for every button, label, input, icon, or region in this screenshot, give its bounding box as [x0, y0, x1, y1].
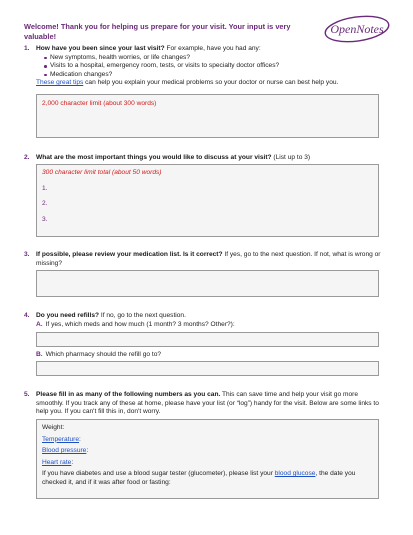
question-text: If possible, please review your medication list. Is it correct? If yes, go to the next question. If not, what is wrong or missing? — [36, 251, 381, 267]
heart-rate-link[interactable]: Heart rate — [42, 458, 72, 466]
q5-answer-box[interactable]: Weight: Temperature: Blood pressure: Heart rate: If you have diabetes and use a blood sugar tester (glucometer), please list your blood glucose, the date you checked it, and if it was after food or fasting: — [36, 419, 379, 499]
list-item: 1. — [42, 184, 48, 192]
question-1 — [24, 45, 384, 88]
tips-line: These great tips can help you explain your medical problems so your doctor or nurse can best help you. — [36, 79, 339, 87]
q3-answer-box[interactable] — [36, 270, 379, 297]
q4b-answer-box[interactable] — [36, 361, 379, 376]
list-item: 3. — [42, 215, 48, 223]
sub-question-b: B. Which pharmacy should the refill go to? — [36, 351, 162, 358]
bullet-list — [44, 54, 384, 80]
diabetes-text: If you have diabetes and use a blood sugar tester (glucometer), please list your blood glucose, the date you checked it, and if it was after food or fasting: — [42, 470, 356, 486]
question-text: How have you been since your last visit? For example, have you had any: — [36, 45, 261, 52]
list-item: 2. — [42, 200, 48, 208]
question-5 — [24, 391, 384, 417]
q1-answer-box[interactable] — [36, 94, 379, 138]
question-text: Please fill in as many of the following numbers as you can. This can save time and help your visit go more smoothly. If you track any of these at home, please have your list (or “log”) handy for the visit. Below are some links to help you. If you can't fill this in, don't worry. — [36, 391, 379, 416]
welcome-heading: Welcome! Thank you for helping us prepare for your visit. Your input is very valuable! — [24, 22, 291, 41]
question-number: 3. — [24, 251, 30, 258]
opennotes-logo — [322, 14, 392, 44]
question-number: 1. — [24, 45, 30, 52]
question-4 — [24, 312, 384, 329]
question-number: 5. — [24, 391, 30, 398]
question-number: 4. — [24, 312, 30, 319]
list-item: New symptoms, health worries, or life changes? — [44, 54, 384, 63]
question-text: Do you need refills? If no, go to the next question. — [36, 312, 186, 319]
question-text: What are the most important things you would like to discuss at your visit? (List up to 3) — [36, 154, 311, 161]
question-2 — [24, 154, 384, 163]
tips-link[interactable]: These great tips — [36, 79, 84, 87]
weight-label: Weight: — [42, 424, 65, 431]
temperature-link[interactable]: Temperature — [42, 435, 80, 443]
blood-pressure-link[interactable]: Blood pressure — [42, 447, 87, 455]
question-number: 2. — [24, 154, 30, 161]
character-limit-hint: 300 character limit total (about 50 words) — [42, 169, 162, 176]
q2-answer-box[interactable] — [36, 164, 379, 237]
sub-question-a: A. If yes, which meds and how much (1 month? 3 months? Other?): — [36, 320, 235, 328]
list-item: Medication changes? — [44, 71, 384, 80]
blood-glucose-link[interactable]: blood glucose — [274, 470, 316, 478]
logo-text: OpenNotes — [330, 22, 384, 36]
character-limit-hint: 2,000 character limit (about 300 words) — [42, 100, 157, 107]
list-item: Visits to a hospital, emergency room, tests, or visits to specialty doctor offices? — [44, 62, 384, 71]
question-3 — [24, 251, 384, 268]
q4a-answer-box[interactable] — [36, 332, 379, 347]
